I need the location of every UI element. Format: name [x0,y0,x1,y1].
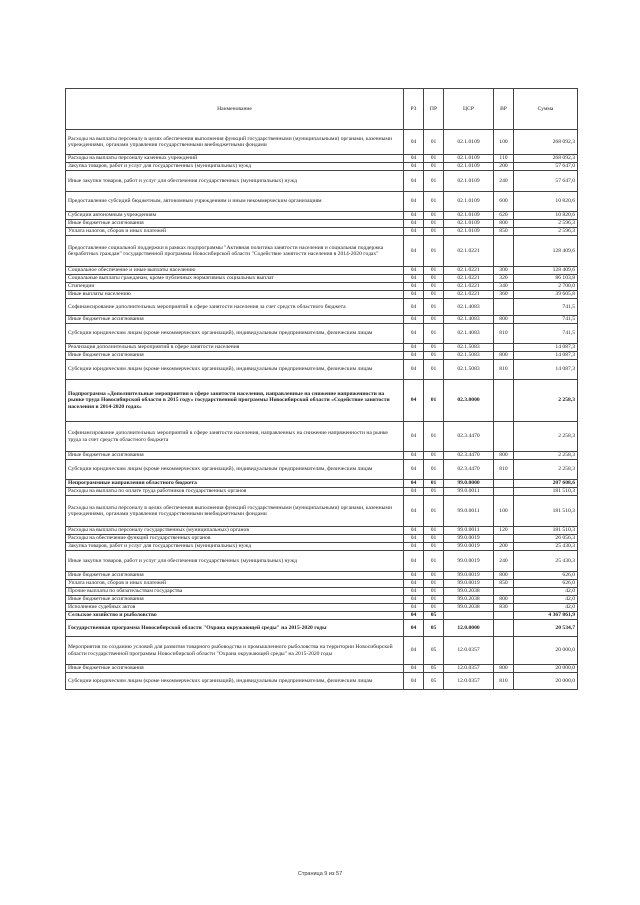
cell-vr [494,480,514,488]
table-row [66,620,578,637]
cell-rz: 04 [404,488,424,496]
cell-pr: 01 [424,130,444,155]
cell-rz: 04 [404,535,424,543]
table-row [66,452,578,460]
cell-rz: 04 [404,352,424,360]
cell-sum: 2 596,3 [514,228,578,236]
table-row [66,220,578,228]
cell-sum: 14 087,3 [514,344,578,352]
cell-sum: 14 087,3 [514,360,578,380]
cell-rz: 04 [404,380,424,422]
cell-csr: 99.0.2038 [444,604,494,612]
cell-vr: 110 [494,155,514,163]
cell-rz: 04 [404,588,424,596]
cell-vr: 200 [494,163,514,171]
cell-vr: 800 [494,352,514,360]
cell-rz: 04 [404,460,424,480]
cell-name: Расходы на выплаты персоналу государственных (муниципальных) органов [66,527,404,535]
cell-csr: 02.1.0221 [444,283,494,291]
table-row [66,637,578,665]
cell-pr: 05 [424,673,444,690]
cell-vr: 620 [494,212,514,220]
cell-name: Уплата налогов, сборов и иных платежей [66,228,404,236]
cell-csr: 02.3.4470 [444,452,494,460]
cell-name: Субсидии юридическим лицам (кроме некоммерческих организаций), индивидуальным предпринимателям, физическим лицам [66,673,404,690]
table-row [66,130,578,155]
cell-csr: 99.0.0011 [444,488,494,496]
cell-vr: 850 [494,228,514,236]
cell-pr: 01 [424,452,444,460]
cell-name: Иные закупки товаров, работ и услуг для обеспечения государственных (муниципальных) нужд [66,551,404,572]
cell-name: Иные выплаты населению [66,291,404,299]
cell-sum: 181 510,3 [514,527,578,535]
cell-vr: 810 [494,673,514,690]
cell-csr: 02.3.0000 [444,380,494,422]
cell-sum: 4 367 861,9 [514,612,578,620]
cell-vr: 800 [494,572,514,580]
cell-csr: 02.3.4470 [444,460,494,480]
cell-sum: 25 430,3 [514,543,578,551]
cell-rz: 04 [404,212,424,220]
cell-rz: 04 [404,572,424,580]
cell-name: Стипендии [66,283,404,291]
cell-rz: 04 [404,496,424,527]
table-row [66,171,578,192]
table-row [66,612,578,620]
cell-pr: 01 [424,551,444,572]
cell-pr: 01 [424,192,444,212]
cell-pr: 01 [424,163,444,171]
cell-name: Закупка товаров, работ и услуг для государственных (муниципальных) нужд [66,543,404,551]
cell-name: Субсидии автономным учреждениям [66,212,404,220]
cell-vr: 850 [494,580,514,588]
cell-rz: 04 [404,220,424,228]
cell-name: Предоставление социальной поддержки в рамках подпрограммы "Активная политика занятости населения и социальная поддержка безработных граждан" государственной программы Новосибирской области "Содействие занятости населения в 2014-2020 годах" [66,236,404,267]
cell-sum: 2 258,3 [514,452,578,460]
table-row [66,212,578,220]
table-row [66,543,578,551]
cell-vr [494,344,514,352]
cell-vr [494,637,514,665]
cell-pr: 01 [424,572,444,580]
cell-sum: 57 647,0 [514,171,578,192]
table-row [66,344,578,352]
cell-vr [494,535,514,543]
table-row [66,551,578,572]
cell-name: Социальные выплаты гражданам, кроме публичных нормативных социальных выплат [66,275,404,283]
cell-name: Софинансирование дополнительных мероприятий в сфере занятости населения за счет средств областного бюджета [66,299,404,316]
table-row [66,488,578,496]
cell-vr [494,588,514,596]
cell-vr: 240 [494,171,514,192]
table-row [66,192,578,212]
cell-rz: 04 [404,192,424,212]
table-row [66,352,578,360]
table-row [66,596,578,604]
cell-csr: 99.0.0011 [444,527,494,535]
table-row [66,267,578,275]
cell-rz: 04 [404,580,424,588]
cell-rz: 04 [404,171,424,192]
cell-csr: 02.1.0221 [444,275,494,283]
cell-vr: 240 [494,551,514,572]
cell-vr: 100 [494,496,514,527]
cell-pr: 01 [424,316,444,324]
table-row [66,236,578,267]
cell-csr: 99.0.2038 [444,588,494,596]
cell-csr: 02.1.0109 [444,220,494,228]
cell-name: Расходы на обеспечение функций государственных органов [66,535,404,543]
cell-csr: 99.0.0019 [444,535,494,543]
cell-sum: 2 258,3 [514,460,578,480]
cell-rz: 04 [404,665,424,673]
cell-pr: 01 [424,588,444,596]
cell-vr: 800 [494,452,514,460]
cell-name: Уплата налогов, сборов и иных платежей [66,580,404,588]
document-page [65,88,577,690]
cell-rz: 04 [404,360,424,380]
cell-pr: 01 [424,236,444,267]
cell-name: Мероприятия по созданию условий для развития товарного рыбоводства и промышленного рыболовства на территории Новосибирской области государственной программы Новосибирской области "Охрана окружающей среды" на 2015-2020 годы [66,637,404,665]
cell-csr: 02.1.4083 [444,324,494,344]
table-row [66,360,578,380]
cell-pr: 01 [424,324,444,344]
table-row [66,291,578,299]
cell-name: Софинансирование дополнительных мероприятий в сфере занятости населения, направленных на снижение напряженности на рынке труда за счет средств областного бюджета [66,422,404,452]
cell-pr: 01 [424,360,444,380]
cell-rz: 04 [404,236,424,267]
cell-name: Закупка товаров, работ и услуг для государственных (муниципальных) нужд [66,163,404,171]
table-row [66,535,578,543]
cell-sum: 2 596,3 [514,220,578,228]
cell-csr: 02.1.5083 [444,360,494,380]
cell-pr: 01 [424,267,444,275]
cell-rz: 04 [404,612,424,620]
cell-pr: 01 [424,535,444,543]
cell-sum: 14 087,3 [514,352,578,360]
cell-vr: 120 [494,527,514,535]
cell-sum: 128 409,6 [514,236,578,267]
cell-csr: 99.0.0019 [444,580,494,588]
cell-pr: 01 [424,220,444,228]
cell-vr [494,620,514,637]
header-pr: ПР [424,89,444,130]
cell-rz: 04 [404,673,424,690]
cell-pr: 01 [424,212,444,220]
cell-csr: 02.1.0221 [444,236,494,267]
cell-name: Социальное обеспечение и иные выплаты населению [66,267,404,275]
cell-pr: 01 [424,580,444,588]
cell-rz: 04 [404,163,424,171]
cell-csr: 99.0.0000 [444,480,494,488]
cell-pr: 05 [424,637,444,665]
cell-csr: 02.1.0109 [444,155,494,163]
cell-name: Субсидии юридическим лицам (кроме некоммерческих организаций), индивидуальным предпринимателям, физическим лицам [66,460,404,480]
cell-vr: 340 [494,283,514,291]
cell-rz: 04 [404,551,424,572]
cell-name: Иные закупки товаров, работ и услуг для обеспечения государственных (муниципальных) нужд [66,171,404,192]
cell-csr: 02.1.0109 [444,228,494,236]
cell-csr: 02.1.0109 [444,192,494,212]
cell-name: Иные бюджетные ассигнования [66,352,404,360]
table-row [66,275,578,283]
table-row [66,580,578,588]
cell-csr [444,612,494,620]
cell-pr: 01 [424,460,444,480]
cell-csr: 02.1.0109 [444,212,494,220]
cell-pr: 01 [424,283,444,291]
cell-name: Субсидии юридическим лицам (кроме некоммерческих организаций), индивидуальным предпринимателям, физическим лицам [66,324,404,344]
cell-vr: 810 [494,324,514,344]
cell-pr: 01 [424,527,444,535]
cell-pr: 05 [424,612,444,620]
cell-sum: 128 409,6 [514,267,578,275]
cell-csr: 99.0.0019 [444,543,494,551]
cell-name: Иные бюджетные ассигнования [66,596,404,604]
cell-sum: 626,0 [514,580,578,588]
cell-sum: 10 820,6 [514,192,578,212]
cell-csr: 12.0.0000 [444,620,494,637]
cell-pr: 01 [424,155,444,163]
cell-name: Подпрограмма «Дополнительные мероприятия в сфере занятости населения, направленные на снижение напряженности на рынке труда Новосибирской области в 2015 году» государственной программы Новосибирской области «Содействие занятости населения в 2014-2020 годах» [66,380,404,422]
cell-rz: 04 [404,299,424,316]
cell-pr: 01 [424,488,444,496]
cell-rz: 04 [404,130,424,155]
cell-rz: 04 [404,228,424,236]
cell-vr: 830 [494,604,514,612]
cell-vr: 320 [494,275,514,283]
cell-rz: 04 [404,275,424,283]
cell-rz: 04 [404,344,424,352]
cell-sum: 741,5 [514,316,578,324]
cell-pr: 01 [424,543,444,551]
table-row [66,527,578,535]
cell-sum: 181 510,3 [514,488,578,496]
cell-rz: 04 [404,316,424,324]
cell-vr: 800 [494,220,514,228]
cell-name: Субсидии юридическим лицам (кроме некоммерческих организаций), индивидуальным предпринимателям, физическим лицам [66,360,404,380]
cell-vr: 360 [494,291,514,299]
cell-sum: 42,0 [514,588,578,596]
cell-pr: 01 [424,604,444,612]
cell-csr: 02.1.0109 [444,130,494,155]
cell-csr: 12.0.0357 [444,665,494,673]
cell-vr [494,612,514,620]
cell-rz: 04 [404,596,424,604]
cell-rz: 04 [404,291,424,299]
cell-sum: 25 430,3 [514,551,578,572]
cell-sum: 181 510,3 [514,496,578,527]
page-number: Страница 9 из 57 [297,871,343,877]
table-row [66,228,578,236]
cell-sum: 42,0 [514,596,578,604]
cell-pr: 01 [424,352,444,360]
cell-name: Иные бюджетные ассигнования [66,316,404,324]
table-row [66,480,578,488]
cell-sum: 741,5 [514,324,578,344]
cell-rz: 04 [404,283,424,291]
cell-csr: 99.0.0011 [444,496,494,527]
cell-pr: 01 [424,171,444,192]
cell-pr: 01 [424,422,444,452]
table-row [66,460,578,480]
cell-sum: 10 820,6 [514,212,578,220]
cell-vr: 200 [494,543,514,551]
cell-vr [494,488,514,496]
cell-pr: 01 [424,275,444,283]
table-header-row [66,89,578,130]
cell-name: Сельское хозяйство и рыболовство [66,612,404,620]
cell-rz: 04 [404,543,424,551]
cell-sum: 26 056,3 [514,535,578,543]
cell-rz: 04 [404,452,424,460]
cell-csr: 02.1.0109 [444,171,494,192]
cell-sum: 626,0 [514,572,578,580]
cell-vr: 100 [494,130,514,155]
cell-sum: 20 000,0 [514,665,578,673]
cell-csr: 12.0.0357 [444,637,494,665]
cell-sum: 20 000,0 [514,673,578,690]
cell-name: Прочие выплаты по обязательствам государства [66,588,404,596]
table-body [66,130,578,690]
cell-rz: 04 [404,637,424,665]
table-row [66,316,578,324]
cell-vr: 800 [494,596,514,604]
cell-rz: 04 [404,620,424,637]
header-sum: Сумма [514,89,578,130]
cell-name: Расходы на выплаты персоналу казенных учреждений [66,155,404,163]
cell-csr: 02.1.4083 [444,316,494,324]
cell-name: Исполнение судебных актов [66,604,404,612]
cell-sum: 2 258,3 [514,380,578,422]
budget-table [65,88,578,690]
cell-vr: 810 [494,360,514,380]
table-row [66,588,578,596]
cell-csr: 02.1.0221 [444,291,494,299]
cell-pr: 01 [424,228,444,236]
cell-vr [494,380,514,422]
cell-vr [494,299,514,316]
cell-csr: 02.3.4470 [444,422,494,452]
cell-csr: 99.0.2038 [444,596,494,604]
cell-pr: 01 [424,299,444,316]
cell-name: Государственная программа Новосибирской области "Охрана окружающей среды" на 2015-2020 годы [66,620,404,637]
cell-sum: 57 647,0 [514,163,578,171]
cell-rz: 04 [404,155,424,163]
cell-name: Иные бюджетные ассигнования [66,665,404,673]
table-row [66,155,578,163]
table-row [66,299,578,316]
cell-pr: 01 [424,480,444,488]
cell-name: Непрограммные направления областного бюджета [66,480,404,488]
table-row [66,572,578,580]
cell-csr: 02.1.0109 [444,163,494,171]
table-row [66,163,578,171]
cell-vr: 300 [494,267,514,275]
cell-rz: 04 [404,324,424,344]
table-row [66,283,578,291]
cell-sum: 2 700,0 [514,283,578,291]
cell-vr: 810 [494,460,514,480]
cell-sum: 20 000,0 [514,637,578,665]
cell-sum: 42,0 [514,604,578,612]
cell-rz: 04 [404,422,424,452]
cell-name: Расходы на выплаты персоналу в целях обеспечения выполнения функций государственными (муниципальными) органами, казенными учреждениями, органами управления государственными внебюджетными фондами [66,496,404,527]
cell-pr: 05 [424,620,444,637]
cell-sum: 39 605,8 [514,291,578,299]
table-row [66,496,578,527]
cell-rz: 04 [404,480,424,488]
cell-csr: 99.0.0019 [444,551,494,572]
cell-vr: 800 [494,316,514,324]
cell-csr: 02.1.5083 [444,352,494,360]
cell-vr [494,236,514,267]
header-rz: РЗ [404,89,424,130]
cell-csr: 99.0.0019 [444,572,494,580]
cell-sum: 207 608,6 [514,480,578,488]
cell-sum: 2 258,3 [514,422,578,452]
cell-sum: 268 092,3 [514,155,578,163]
cell-csr: 02.1.5083 [444,344,494,352]
cell-vr: 800 [494,665,514,673]
table-row [66,665,578,673]
cell-pr: 01 [424,291,444,299]
cell-name: Реализация дополнительных мероприятий в сфере занятости населения [66,344,404,352]
table-row [66,380,578,422]
cell-sum: 268 092,3 [514,130,578,155]
cell-pr: 01 [424,344,444,352]
cell-rz: 04 [404,604,424,612]
cell-name: Иные бюджетные ассигнования [66,452,404,460]
header-csr: ЦСР [444,89,494,130]
cell-csr: 12.0.0357 [444,673,494,690]
cell-name: Расходы на выплаты по оплате труда работников государственных органов [66,488,404,496]
header-name: Наименование [66,89,404,130]
cell-sum: 20 534,7 [514,620,578,637]
cell-pr: 01 [424,496,444,527]
cell-pr: 01 [424,596,444,604]
table-row [66,324,578,344]
cell-vr [494,422,514,452]
cell-pr: 05 [424,665,444,673]
cell-name: Расходы на выплаты персоналу в целях обеспечения выполнения функций государственными (муниципальными) органами, казенными учреждениями, органами управления государственными внебюджетными фондами [66,130,404,155]
cell-csr: 02.1.4083 [444,299,494,316]
table-row [66,422,578,452]
cell-name: Иные бюджетные ассигнования [66,572,404,580]
cell-rz: 04 [404,527,424,535]
cell-sum: 741,5 [514,299,578,316]
cell-vr: 600 [494,192,514,212]
header-vr: ВР [494,89,514,130]
cell-pr: 01 [424,380,444,422]
cell-name: Предоставление субсидий бюджетным, автономным учреждениям и иным некоммерческим организациям [66,192,404,212]
table-row [66,604,578,612]
cell-rz: 04 [404,267,424,275]
cell-sum: 86 103,8 [514,275,578,283]
cell-csr: 02.1.0221 [444,267,494,275]
table-row [66,673,578,690]
cell-name: Иные бюджетные ассигнования [66,220,404,228]
